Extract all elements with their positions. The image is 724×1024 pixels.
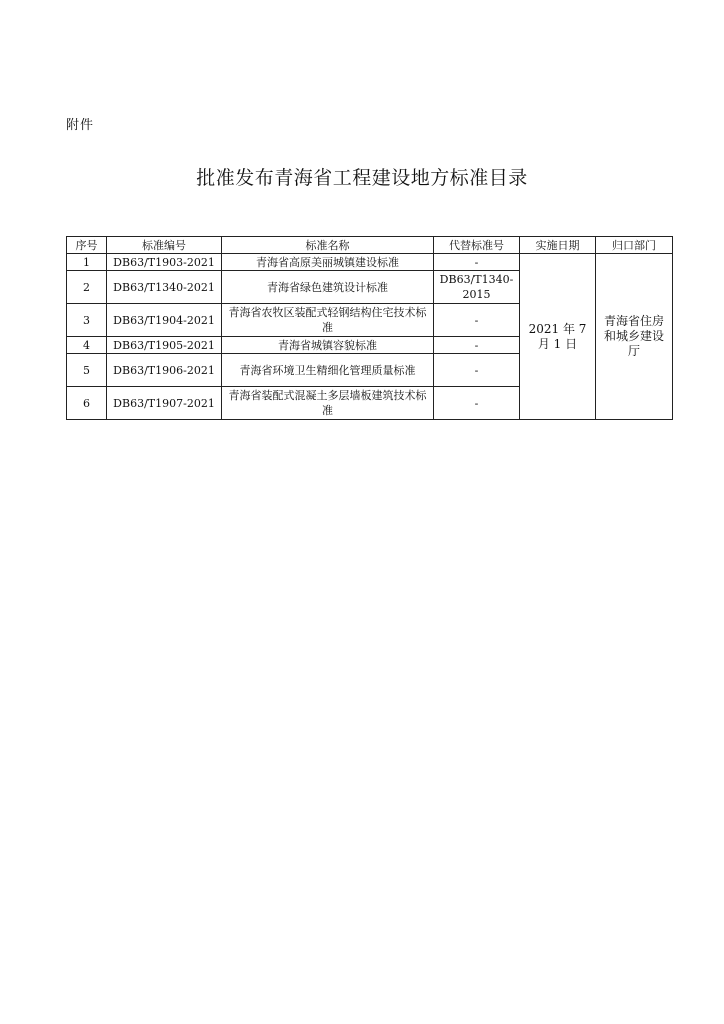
cell-no: 3: [67, 304, 107, 337]
cell-code: DB63/T1905-2021: [107, 337, 222, 354]
cell-code: DB63/T1340-2021: [107, 271, 222, 304]
cell-code: DB63/T1907-2021: [107, 387, 222, 420]
cell-code: DB63/T1906-2021: [107, 354, 222, 387]
table-row: [67, 254, 673, 271]
header-code: 标准编号: [107, 237, 222, 254]
header-no: 序号: [67, 237, 107, 254]
cell-name: 青海省绿色建筑设计标准: [222, 271, 434, 304]
cell-no: 4: [67, 337, 107, 354]
cell-no: 5: [67, 354, 107, 387]
cell-code: DB63/T1903-2021: [107, 254, 222, 271]
cell-name: 青海省环境卫生精细化管理质量标准: [222, 354, 434, 387]
attachment-label: 附件: [66, 118, 95, 133]
cell-name: 青海省装配式混凝土多层墙板建筑技术标准: [222, 387, 434, 420]
cell-replaces: DB63/T1340-2015: [434, 271, 520, 304]
cell-replaces: -: [434, 354, 520, 387]
table-header-row: [67, 237, 673, 254]
header-name: 标准名称: [222, 237, 434, 254]
header-department: 归口部门: [596, 237, 673, 254]
cell-no: 1: [67, 254, 107, 271]
cell-name: 青海省城镇容貌标准: [222, 337, 434, 354]
header-replaces: 代替标准号: [434, 237, 520, 254]
cell-department: 青海省住房和城乡建设厅: [596, 254, 673, 420]
cell-name: 青海省农牧区装配式轻钢结构住宅技术标准: [222, 304, 434, 337]
header-effective-date: 实施日期: [520, 237, 596, 254]
cell-code: DB63/T1904-2021: [107, 304, 222, 337]
cell-replaces: -: [434, 337, 520, 354]
cell-replaces: -: [434, 387, 520, 420]
standards-table: [66, 236, 673, 420]
cell-name: 青海省高原美丽城镇建设标准: [222, 254, 434, 271]
cell-replaces: -: [434, 254, 520, 271]
document-title: 批准发布青海省工程建设地方标准目录: [196, 167, 528, 189]
cell-no: 6: [67, 387, 107, 420]
cell-effective-date: 2021 年 7 月 1 日: [520, 254, 596, 420]
cell-no: 2: [67, 271, 107, 304]
cell-replaces: -: [434, 304, 520, 337]
